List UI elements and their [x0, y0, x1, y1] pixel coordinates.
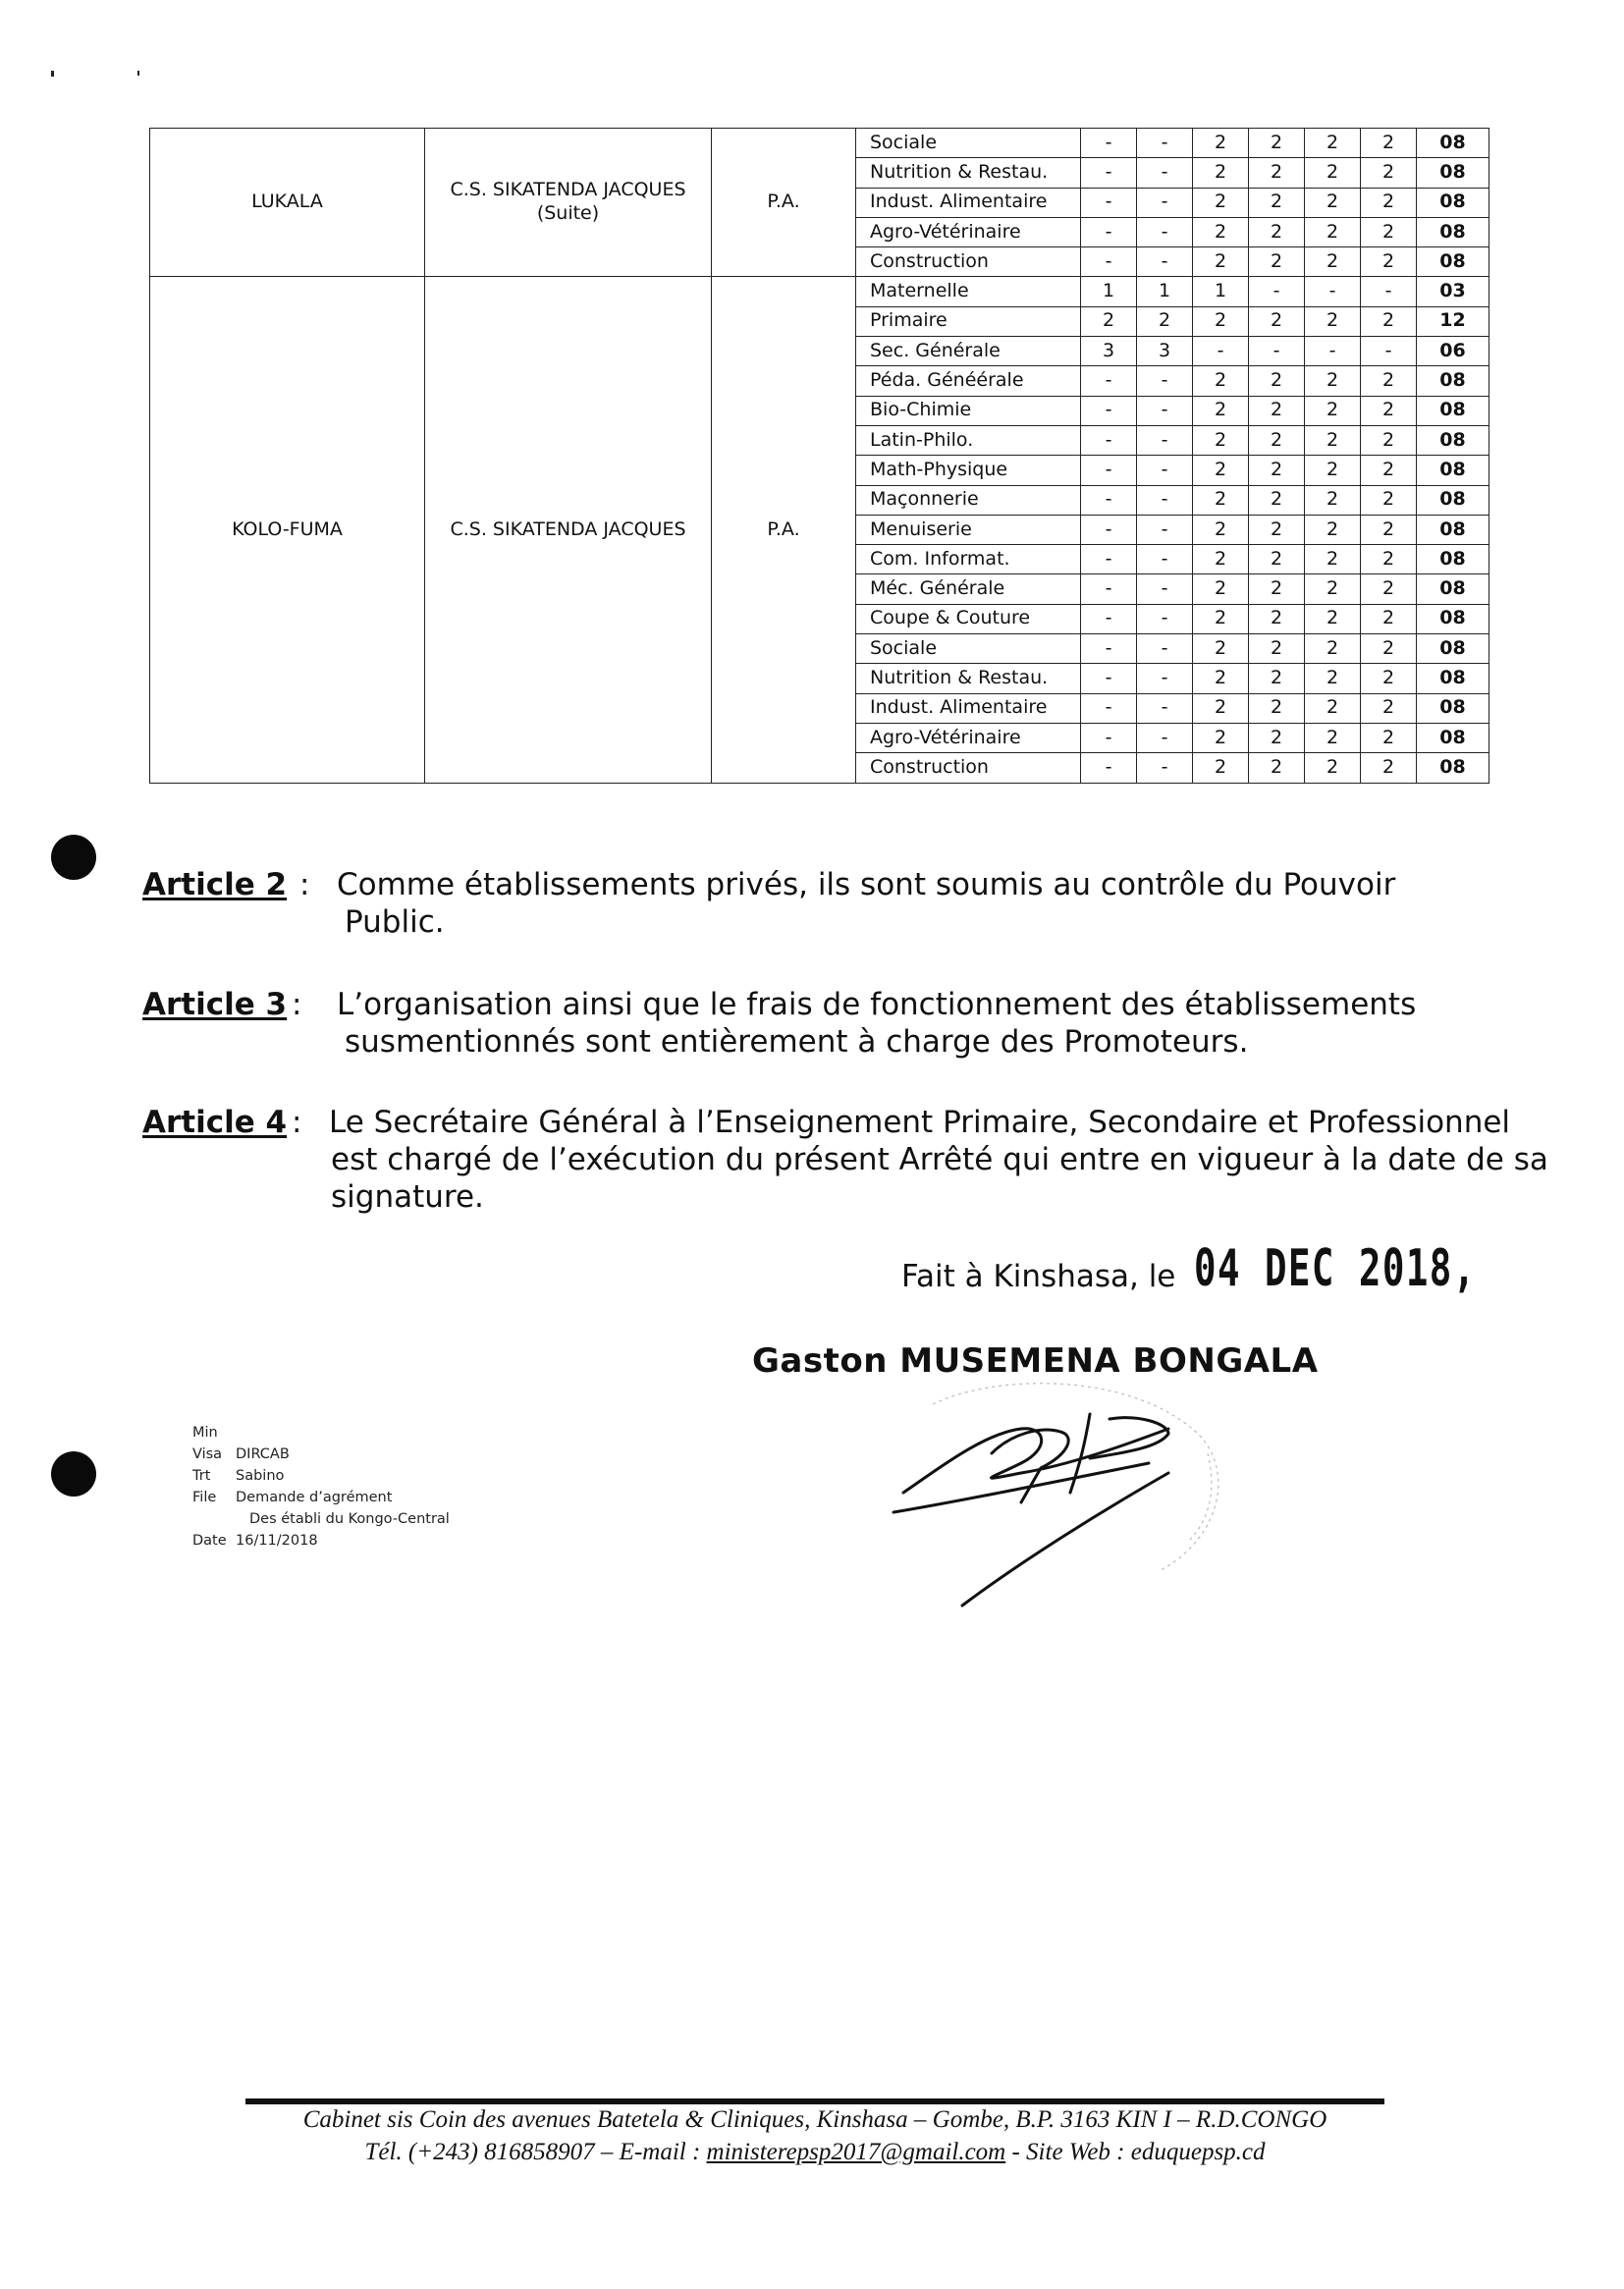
class-count-cell: -	[1137, 188, 1193, 217]
class-count-cell: 2	[1305, 158, 1361, 188]
class-count-cell: 2	[1137, 306, 1193, 336]
class-count-cell: 2	[1193, 158, 1249, 188]
class-count-cell: 2	[1249, 425, 1305, 455]
option-cell: Agro-Vétérinaire	[856, 723, 1081, 752]
class-count-cell: -	[1361, 337, 1417, 366]
reference-row	[192, 1465, 450, 1487]
class-count-cell: 1	[1081, 277, 1137, 306]
class-count-cell: 2	[1249, 515, 1305, 544]
class-count-cell: 2	[1193, 306, 1249, 336]
class-count-cell: 2	[1249, 485, 1305, 515]
class-count-cell: -	[1137, 604, 1193, 633]
class-count-cell: -	[1081, 425, 1137, 455]
class-count-cell: -	[1081, 753, 1137, 783]
option-cell: Maçonnerie	[856, 485, 1081, 515]
class-count-cell: 2	[1193, 366, 1249, 396]
option-cell: Com. Informat.	[856, 545, 1081, 574]
option-cell: Nutrition & Restau.	[856, 664, 1081, 693]
class-count-cell: -	[1361, 277, 1417, 306]
class-count-cell: 2	[1305, 306, 1361, 336]
class-count-cell: -	[1081, 574, 1137, 604]
class-count-cell: 2	[1193, 545, 1249, 574]
reference-row	[192, 1508, 450, 1530]
article-line: susmentionnés sont entièrement à charge des Promoteurs.	[345, 1024, 1249, 1060]
option-cell: Primaire	[856, 306, 1081, 336]
option-cell: Sociale	[856, 634, 1081, 664]
signature-place: Fait à Kinshasa, le	[901, 1259, 1176, 1294]
class-count-cell: 2	[1193, 664, 1249, 693]
locality-cell: LUKALA	[150, 129, 425, 277]
reference-row	[192, 1487, 450, 1508]
class-count-cell: -	[1081, 604, 1137, 633]
class-count-cell: 2	[1361, 217, 1417, 246]
scan-speck	[51, 71, 54, 77]
footer-site: - Site Web : eduquepsp.cd	[1011, 2139, 1266, 2165]
class-count-cell: 2	[1305, 217, 1361, 246]
class-count-cell: 2	[1249, 217, 1305, 246]
class-count-cell: 2	[1193, 634, 1249, 664]
total-cell: 08	[1417, 217, 1489, 246]
class-count-cell: -	[1081, 515, 1137, 544]
school-cell	[425, 129, 712, 277]
class-count-cell: 2	[1305, 604, 1361, 633]
school-name: C.S. SIKATENDA JACQUES	[450, 179, 686, 201]
class-count-cell: 2	[1361, 545, 1417, 574]
class-count-cell: 2	[1305, 723, 1361, 752]
article-line: Public.	[345, 904, 445, 940]
class-count-cell: 2	[1361, 396, 1417, 425]
total-cell: 08	[1417, 396, 1489, 425]
reference-key: Trt	[192, 1468, 211, 1484]
class-count-cell: -	[1137, 396, 1193, 425]
class-count-cell: 2	[1249, 604, 1305, 633]
class-count-cell: 2	[1081, 306, 1137, 336]
reference-key: Visa	[192, 1446, 223, 1462]
article-line: Comme établissements privés, ils sont soumis au contrôle du Pouvoir	[337, 867, 1396, 902]
class-count-cell: 2	[1193, 425, 1249, 455]
signatory-name: Gaston MUSEMENA BONGALA	[752, 1341, 1319, 1381]
class-count-cell: 2	[1361, 515, 1417, 544]
total-cell: 08	[1417, 753, 1489, 783]
class-count-cell: -	[1137, 515, 1193, 544]
punch-hole-top	[51, 835, 96, 880]
class-count-cell: 2	[1361, 425, 1417, 455]
class-count-cell: -	[1081, 158, 1137, 188]
option-cell: Indust. Alimentaire	[856, 693, 1081, 723]
regime-cell: P.A.	[712, 277, 856, 783]
class-count-cell: 2	[1249, 723, 1305, 752]
locality-cell: KOLO-FUMA	[150, 277, 425, 783]
total-cell: 08	[1417, 574, 1489, 604]
class-count-cell: 2	[1249, 366, 1305, 396]
class-count-cell: 2	[1361, 693, 1417, 723]
class-count-cell: 2	[1249, 158, 1305, 188]
class-count-cell: -	[1137, 217, 1193, 246]
class-count-cell: -	[1137, 634, 1193, 664]
option-cell: Nutrition & Restau.	[856, 158, 1081, 188]
class-count-cell: -	[1081, 485, 1137, 515]
class-count-cell: 2	[1193, 396, 1249, 425]
class-count-cell: 3	[1081, 337, 1137, 366]
class-count-cell: -	[1081, 634, 1137, 664]
class-count-cell: 2	[1249, 664, 1305, 693]
class-count-cell: 2	[1305, 456, 1361, 485]
total-cell: 08	[1417, 188, 1489, 217]
footer-address: Cabinet sis Coin des avenues Batetela & Cliniques, Kinshasa – Gombe, B.P. 3163 KIN I – R.D.CONGO	[302, 2106, 1327, 2133]
total-cell: 06	[1417, 337, 1489, 366]
class-count-cell: 1	[1193, 277, 1249, 306]
class-count-cell: 2	[1361, 574, 1417, 604]
option-cell: Sociale	[856, 129, 1081, 158]
option-cell: Indust. Alimentaire	[856, 188, 1081, 217]
option-cell: Bio-Chimie	[856, 396, 1081, 425]
class-count-cell: 2	[1361, 366, 1417, 396]
class-count-cell: 2	[1193, 129, 1249, 158]
total-cell: 08	[1417, 604, 1489, 633]
class-count-cell: 2	[1249, 545, 1305, 574]
class-count-cell: -	[1137, 574, 1193, 604]
total-cell: 08	[1417, 366, 1489, 396]
class-count-cell: -	[1137, 425, 1193, 455]
class-count-cell: 2	[1193, 693, 1249, 723]
class-count-cell: 2	[1361, 604, 1417, 633]
option-cell: Coupe & Couture	[856, 604, 1081, 633]
class-count-cell: -	[1081, 545, 1137, 574]
class-count-cell: 2	[1305, 129, 1361, 158]
class-count-cell: -	[1081, 723, 1137, 752]
class-count-cell: 2	[1193, 753, 1249, 783]
school-cell	[425, 277, 712, 783]
article-line: est chargé de l’exécution du présent Arrêté qui entre en vigueur à la date de sa	[331, 1142, 1548, 1177]
class-count-cell: -	[1081, 396, 1137, 425]
option-cell: Math-Physique	[856, 456, 1081, 485]
class-count-cell: 2	[1305, 545, 1361, 574]
class-count-cell: -	[1081, 456, 1137, 485]
option-cell: Agro-Vétérinaire	[856, 217, 1081, 246]
class-count-cell: 2	[1305, 693, 1361, 723]
reference-value: Sabino	[236, 1468, 285, 1484]
class-count-cell: 2	[1193, 515, 1249, 544]
class-count-cell: -	[1137, 247, 1193, 277]
class-count-cell: 2	[1361, 306, 1417, 336]
class-count-cell: -	[1081, 129, 1137, 158]
class-count-cell: -	[1137, 485, 1193, 515]
footer-contact	[245, 2136, 1384, 2168]
class-count-cell: 2	[1361, 634, 1417, 664]
class-count-cell: -	[1137, 664, 1193, 693]
option-cell: Maternelle	[856, 277, 1081, 306]
class-count-cell: 2	[1193, 574, 1249, 604]
class-count-cell: 2	[1249, 693, 1305, 723]
class-count-cell: -	[1137, 366, 1193, 396]
class-count-cell: 2	[1305, 634, 1361, 664]
regime-cell: P.A.	[712, 129, 856, 277]
class-count-cell: 2	[1361, 188, 1417, 217]
punch-hole-bottom	[51, 1451, 96, 1497]
reference-key: File	[192, 1490, 217, 1505]
class-count-cell: -	[1305, 337, 1361, 366]
footer-email-link[interactable]: ministerepsp2017@gmail.com	[706, 2139, 1006, 2165]
reference-key: Min	[192, 1425, 218, 1441]
class-count-cell: 2	[1305, 247, 1361, 277]
class-count-cell: -	[1137, 545, 1193, 574]
table-body	[150, 129, 1489, 784]
class-count-cell: -	[1081, 664, 1137, 693]
class-count-cell: 2	[1193, 604, 1249, 633]
option-cell: Latin-Philo.	[856, 425, 1081, 455]
total-cell: 08	[1417, 515, 1489, 544]
class-count-cell: 2	[1305, 515, 1361, 544]
class-count-cell: -	[1137, 723, 1193, 752]
class-count-cell: 2	[1249, 188, 1305, 217]
reference-value: DIRCAB	[236, 1446, 290, 1462]
class-count-cell: 2	[1361, 247, 1417, 277]
class-count-cell: -	[1137, 129, 1193, 158]
class-count-cell: 2	[1249, 574, 1305, 604]
schools-table	[149, 128, 1489, 784]
footer	[245, 2103, 1384, 2168]
total-cell: 08	[1417, 247, 1489, 277]
class-count-cell: -	[1137, 753, 1193, 783]
class-count-cell: -	[1081, 366, 1137, 396]
class-count-cell: 2	[1361, 129, 1417, 158]
class-count-cell: 2	[1193, 247, 1249, 277]
class-count-cell: 2	[1305, 574, 1361, 604]
class-count-cell: 2	[1361, 485, 1417, 515]
class-count-cell: -	[1081, 217, 1137, 246]
scan-speck	[137, 71, 139, 76]
total-cell: 08	[1417, 723, 1489, 752]
table-row	[150, 129, 1489, 158]
class-count-cell: 2	[1193, 217, 1249, 246]
option-cell: Sec. Générale	[856, 337, 1081, 366]
total-cell: 08	[1417, 545, 1489, 574]
total-cell: 12	[1417, 306, 1489, 336]
article-label: Article 3 :	[142, 987, 302, 1022]
total-cell: 08	[1417, 425, 1489, 455]
school-note: (Suite)	[536, 202, 600, 225]
reference-block	[192, 1422, 450, 1552]
class-count-cell: 2	[1305, 425, 1361, 455]
class-count-cell: 2	[1361, 158, 1417, 188]
class-count-cell: 2	[1305, 485, 1361, 515]
class-count-cell: 2	[1305, 188, 1361, 217]
total-cell: 08	[1417, 129, 1489, 158]
option-cell: Construction	[856, 247, 1081, 277]
class-count-cell: 2	[1305, 366, 1361, 396]
class-count-cell: 2	[1249, 753, 1305, 783]
reference-row	[192, 1530, 450, 1552]
class-count-cell: 2	[1249, 456, 1305, 485]
class-count-cell: 2	[1249, 247, 1305, 277]
reference-row	[192, 1444, 450, 1465]
school-name: C.S. SIKATENDA JACQUES	[450, 518, 686, 540]
total-cell: 08	[1417, 158, 1489, 188]
article-line: L’organisation ainsi que le frais de fonctionnement des établissements	[337, 987, 1417, 1022]
total-cell: 08	[1417, 664, 1489, 693]
class-count-cell: -	[1249, 277, 1305, 306]
class-count-cell: 2	[1361, 456, 1417, 485]
option-cell: Menuiserie	[856, 515, 1081, 544]
class-count-cell: -	[1249, 337, 1305, 366]
article-label: Article 2 :	[142, 867, 310, 902]
footer-tel: Tél. (+243) 816858907 – E-mail :	[364, 2139, 701, 2165]
class-count-cell: 2	[1193, 485, 1249, 515]
class-count-cell: -	[1193, 337, 1249, 366]
class-count-cell: 2	[1193, 456, 1249, 485]
class-count-cell: 2	[1305, 753, 1361, 783]
class-count-cell: -	[1081, 247, 1137, 277]
reference-value: Demande d’agrément	[236, 1490, 393, 1505]
total-cell: 08	[1417, 456, 1489, 485]
reference-key: Date	[192, 1533, 227, 1549]
table-row	[150, 277, 1489, 306]
class-count-cell: -	[1137, 693, 1193, 723]
class-count-cell: 2	[1305, 396, 1361, 425]
class-count-cell: -	[1081, 693, 1137, 723]
class-count-cell: -	[1137, 158, 1193, 188]
class-count-cell: 2	[1249, 129, 1305, 158]
option-cell: Construction	[856, 753, 1081, 783]
reference-value: 16/11/2018	[236, 1533, 318, 1549]
class-count-cell: 2	[1361, 664, 1417, 693]
class-count-cell: 2	[1249, 634, 1305, 664]
class-count-cell: 2	[1193, 188, 1249, 217]
class-count-cell: 2	[1361, 753, 1417, 783]
total-cell: 08	[1417, 485, 1489, 515]
article-label: Article 4 :	[142, 1105, 302, 1140]
option-cell: Péda. Généérale	[856, 366, 1081, 396]
class-count-cell: 2	[1249, 306, 1305, 336]
total-cell: 08	[1417, 634, 1489, 664]
class-count-cell: -	[1137, 456, 1193, 485]
article-line: Le Secrétaire Général à l’Enseignement Primaire, Secondaire et Professionnel	[329, 1105, 1511, 1140]
reference-row	[192, 1422, 450, 1444]
total-cell: 08	[1417, 693, 1489, 723]
class-count-cell: 2	[1305, 664, 1361, 693]
article-line: signature.	[331, 1179, 484, 1215]
handwritten-signature	[874, 1375, 1286, 1630]
class-count-cell: 2	[1249, 396, 1305, 425]
class-count-cell: -	[1305, 277, 1361, 306]
option-cell: Méc. Générale	[856, 574, 1081, 604]
class-count-cell: 3	[1137, 337, 1193, 366]
class-count-cell: 1	[1137, 277, 1193, 306]
total-cell: 03	[1417, 277, 1489, 306]
class-count-cell: 2	[1193, 723, 1249, 752]
signature-date-stamp: 04 DEC 2018,	[1194, 1239, 1477, 1298]
class-count-cell: -	[1081, 188, 1137, 217]
class-count-cell: 2	[1361, 723, 1417, 752]
reference-value: Des établi du Kongo-Central	[249, 1511, 450, 1527]
